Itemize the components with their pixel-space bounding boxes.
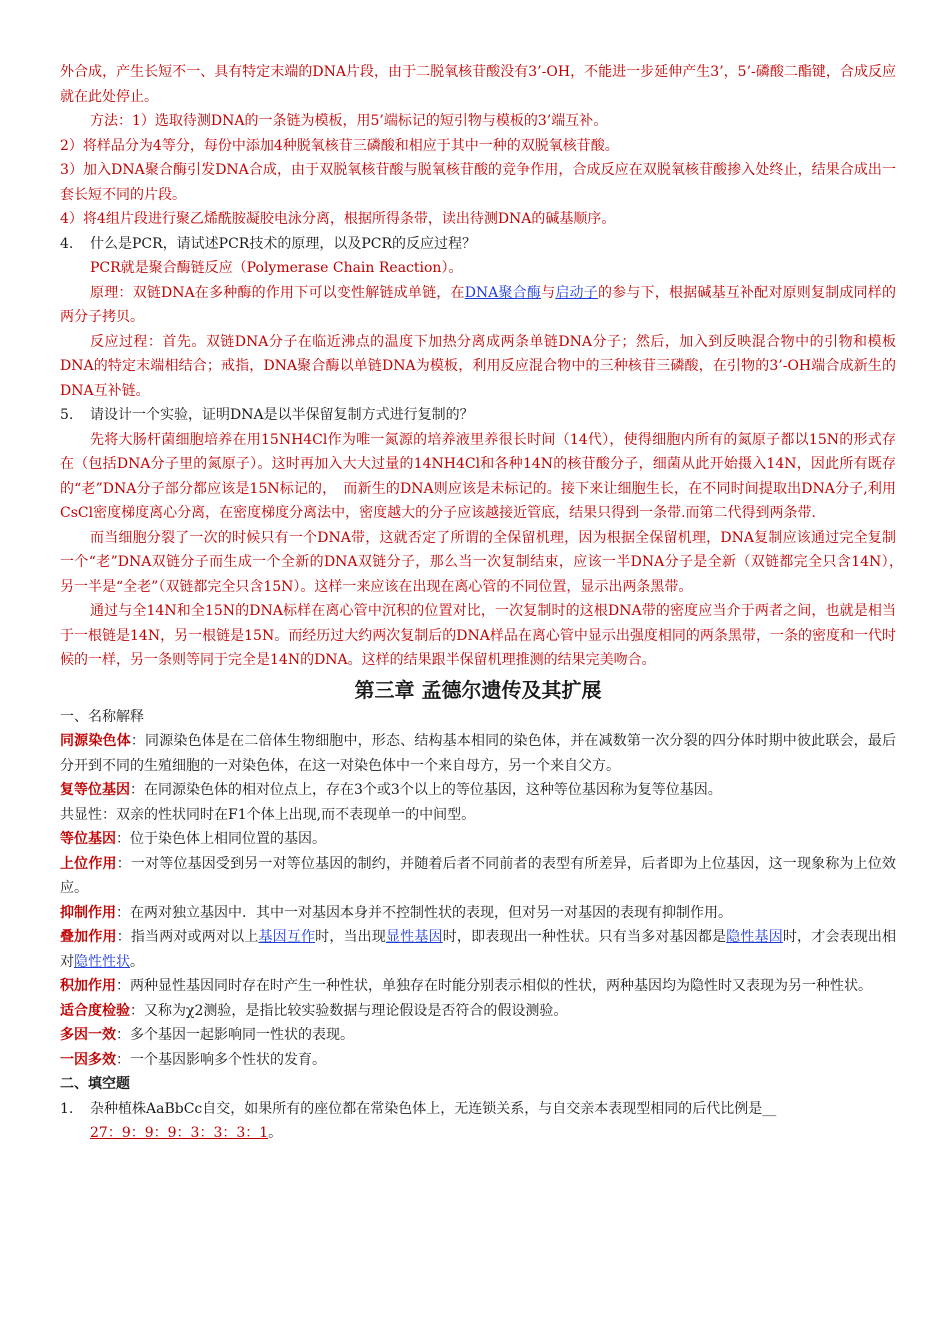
document-page xyxy=(60,60,910,1146)
question-4-text: 什么是PCR，请试述PCR技术的原理，以及PCR的反应过程？ xyxy=(90,235,477,252)
answer-5-part-1: 先将大肠杆菌细胞培养在用15NH4Cl作为唯一氮源的培养液里养很长时间（14代），使得细胞内所有的氮原子都以15N的形式存在（包括DNA分子里的氮原子）。这时再加入大大过量的14NH4Cl和各种14N的核苷酸分子，细菌从此开始摄入14N，因此所有既存的“老”DNA分子部分都应该是15N标记的， 而新生的DNA则应该是未标记的。接下来让细胞生长，在不同时间提取出DNA分子,利用CsCl密度梯度离心分离，在密度梯度分离法中，密度越大的分子应该越接近管底，结果只得到一条带.而第二代得到两条带. xyxy=(60,431,896,521)
glossary-goodness-of-fit xyxy=(60,999,896,1024)
chapter-title: 第三章 孟德尔遗传及其扩展 xyxy=(354,677,602,702)
term-definition: ：位于染色体上相同位置的基因。 xyxy=(116,831,326,847)
question-5-number: 5. xyxy=(60,407,74,423)
paragraph-step-4: 4）将4组片段进行聚乙烯酰胺凝胶电泳分离，根据所得条带，读出待测DNA的碱基顺序。 xyxy=(60,211,616,227)
section-glossary-heading: 一、名称解释 xyxy=(60,708,144,725)
question-4-number: 4. xyxy=(60,235,74,252)
paragraph-synthesis: 外合成，产生长短不一、具有特定末端的DNA片段，由于二脱氧核苷酸没有3’-OH，不能进一步延伸产生3’，5’-磷酸二酯键，合成反应就在此处停止。 xyxy=(60,64,896,105)
glossary-inhibition xyxy=(60,901,896,926)
glossary-cumulative-effect xyxy=(60,974,896,999)
glossary-codominance: 共显性：双亲的性状同时在F1个体上出现,而不表现单一的中间型。 xyxy=(60,806,476,823)
term-definition: ：一个基因影响多个性状的发育。 xyxy=(116,1051,326,1068)
glossary-homologous-chromosome xyxy=(60,729,896,778)
answer-5-part-3: 通过与全14N和全15N的DNA标样在离心管中沉积的位置对比，一次复制时的这根DNA带的密度应当介于两者之间，也就是相当于一根链是14N，另一根链是15N。而经历过大约两次复制后的DNA样品在离心管中显示出强度相同的两条黑带，一条的密度和一代时候的一样，另一条则等同于完全是14N的DNA。这样的结果跟半保留机理推测的结果完美吻合。 xyxy=(60,603,896,668)
fill-blank-end: 。 xyxy=(268,1125,283,1141)
fill-blank-question-1 xyxy=(60,1097,896,1146)
link-recessive-gene[interactable]: 隐性基因 xyxy=(726,929,783,945)
link-gene-interaction[interactable]: 基因互作 xyxy=(258,929,316,945)
term-definition: ：多个基因一起影响同一性状的表现。 xyxy=(116,1027,354,1043)
term-definition: ：同源染色体是在二倍体生物细胞中，形态、结构基本相同的染色体，并在减数第一次分裂的四分体时期中彼此联会，最后分开到不同的生殖细胞的一对染色体，在这一对染色体中一个来自母方，另一个来自父方。 xyxy=(60,733,897,774)
question-5 xyxy=(60,403,896,428)
term-definition: 时，才会表现出相对 xyxy=(60,929,897,970)
paragraph-method: 方法：1）选取待测DNA的一条链为模板，用5’端标记的短引物与模板的3’端互补。 xyxy=(90,113,608,129)
link-dna-polymerase[interactable]: DNA聚合酶 xyxy=(464,284,542,301)
glossary-pleiotropy xyxy=(60,1048,896,1073)
term-definition: 。 xyxy=(130,953,144,970)
term-label: 适合度检验 xyxy=(60,1002,130,1019)
term-definition: ：两种显性基因同时存在时产生一种性状，单独存在时能分别表示相似的性状，两种基因均为隐性时又表现为另一种性状。 xyxy=(116,978,872,994)
term-definition: 时，当出现 xyxy=(315,929,387,945)
answer-4-principle xyxy=(60,281,896,330)
paragraph-step-2: 2）将样品分为4等分，每份中添加4种脱氧核苷三磷酸和相应于其中一种的双脱氧核苷酸。 xyxy=(60,137,619,154)
section-fill-blank-heading: 二、填空题 xyxy=(60,1076,130,1092)
glossary-allele xyxy=(60,827,896,852)
term-label: 多因一效 xyxy=(60,1027,116,1043)
glossary-additive-effect xyxy=(60,925,896,974)
question-5-text: 请设计一个实验，证明DNA是以半保留复制方式进行复制的？ xyxy=(90,407,474,423)
fill-blank-answer: 27：9：9：9：3：3：3：1 xyxy=(90,1125,269,1141)
question-4 xyxy=(60,232,896,257)
principle-text-1: 原理：双链DNA在多种酶的作用下可以变性解链成单链，在 xyxy=(90,284,465,301)
term-definition: ：在同源染色体的相对位点上，存在3个或3个以上的等位基因，这种等位基因称为复等位基因。 xyxy=(130,782,722,798)
term-label: 积加作用 xyxy=(60,978,116,994)
answer-4-definition: PCR就是聚合酶链反应（Polymerase Chain Reaction）。 xyxy=(90,260,463,276)
term-label: 等位基因 xyxy=(60,831,116,847)
principle-text-3: 的参与下，根据碱基互补配对原则复制成同样的两分子拷贝。 xyxy=(60,284,897,325)
glossary-epistasis xyxy=(60,852,896,901)
fill-blank-number: 1. xyxy=(60,1100,74,1117)
term-label: 一因多效 xyxy=(60,1051,116,1068)
term-label: 上位作用 xyxy=(60,855,117,872)
link-recessive-trait[interactable]: 隐性性状 xyxy=(74,953,130,970)
answer-4-process: 反应过程：首先。双链DNA分子在临近沸点的温度下加热分离成两条单链DNA分子；然后，加入到反映混合物中的引物和模板DNA的特定末端相结合；戒指，DNA聚合酶以单链DNA为模板，利用反应混合物中的三种核苷三磷酸，在引物的3’-OH端合成新生的DNA互补链。 xyxy=(60,333,896,399)
term-definition: 时，即表现出一种性状。只有当多对基因都是 xyxy=(442,929,727,945)
term-label: 抑制作用 xyxy=(60,904,116,921)
link-promoter[interactable]: 启动子 xyxy=(555,284,598,301)
term-definition: ：在两对独立基因中．其中一对基因本身并不控制性状的表现，但对另一对基因的表现有抑制作用。 xyxy=(116,904,732,921)
principle-text-2: 与 xyxy=(541,284,556,301)
glossary-multiple-alleles xyxy=(60,778,896,803)
term-definition: ：一对等位基因受到另一对等位基因的制约，并随着后者不同前者的表型有所差异，后者即为上位基因，这一现象称为上位效应。 xyxy=(60,855,897,896)
fill-blank-text: 杂种植株AaBbCc自交，如果所有的座位都在常染色体上，无连锁关系，与自交亲本表现型相同的后代比例是__ xyxy=(90,1100,777,1117)
term-definition: ：指当两对或两对以上 xyxy=(116,929,259,945)
term-definition: ：又称为χ2测验，是指比较实验数据与理论假设是否符合的假设测验。 xyxy=(130,1002,568,1019)
term-label: 复等位基因 xyxy=(60,782,130,798)
term-label: 同源染色体 xyxy=(60,733,131,749)
glossary-polygeny xyxy=(60,1023,896,1048)
paragraph-step-3: 3）加入DNA聚合酶引发DNA合成，由于双脱氧核苷酸与脱氧核苷酸的竞争作用，合成反应在双脱氧核苷酸掺入处终止，结果合成出一套长短不同的片段。 xyxy=(60,162,896,203)
link-dominant-gene[interactable]: 显性基因 xyxy=(386,929,443,945)
answer-5-part-2: 而当细胞分裂了一次的时候只有一个DNA带，这就否定了所谓的全保留机理，因为根据全保留机理，DNA复制应该通过完全复制一个“老”DNA双链分子而生成一个全新的DNA双链分子，那么当一次复制结束，应该一半DNA分子是全新（双链都完全只含14N）， 另一半是“全老”（双链都完全只含15N）。这样一来应该在出现在离心管的不同位置，显示出两条黑带。 xyxy=(60,529,910,595)
term-label: 叠加作用 xyxy=(60,929,117,945)
